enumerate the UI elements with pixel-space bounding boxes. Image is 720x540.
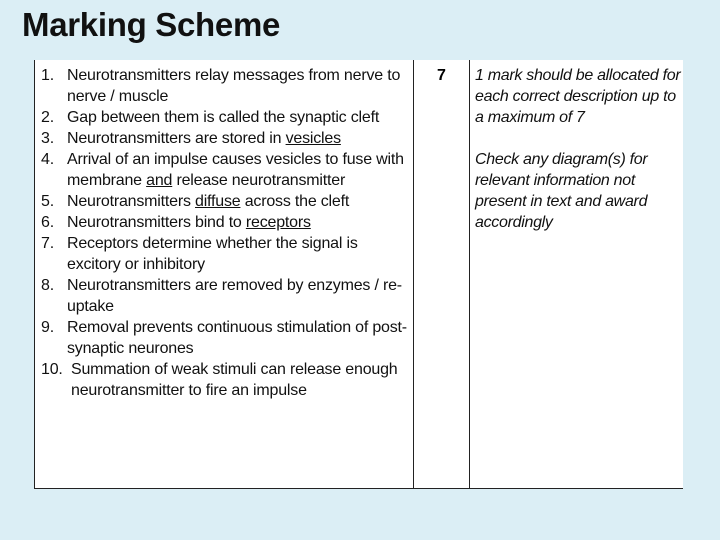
answer-number: 8. (41, 277, 54, 294)
answer-text: Receptors determine whether the signal is excitory or inhibitory (67, 235, 358, 273)
underlined-keyword: and (146, 172, 173, 189)
answer-number: 1. (41, 67, 54, 84)
guidance-note: 1 mark should be allocated for each correct description up to a maximum of 7 (475, 67, 681, 126)
marks-value: 7 (437, 67, 446, 84)
answers-column (35, 60, 414, 488)
answer-item (35, 128, 413, 149)
answer-item (35, 233, 413, 275)
answer-text: Removal prevents continuous stimulation of post-synaptic neurones (67, 319, 407, 357)
slide-title: Marking Scheme (22, 6, 281, 43)
answer-number: 2. (41, 109, 54, 126)
answer-text: Neurotransmitters relay messages from nerve to nerve / muscle (67, 67, 401, 105)
answer-item (35, 65, 413, 107)
answer-number: 6. (41, 214, 54, 231)
answer-text: Summation of weak stimuli can release enough neurotransmitter to fire an impulse (71, 361, 398, 399)
answer-number: 5. (41, 193, 54, 210)
answer-text: Gap between them is called the synaptic cleft (67, 109, 380, 126)
answer-number: 3. (41, 130, 54, 147)
answer-number: 7. (41, 235, 54, 252)
answer-item (35, 275, 413, 317)
answer-item (35, 359, 413, 401)
answer-item (35, 191, 413, 212)
answer-text: Arrival of an impulse causes vesicles to fuse with membrane (67, 151, 404, 189)
marks-column (414, 60, 470, 488)
answer-text: Neurotransmitters are removed by enzymes / re-uptake (67, 277, 402, 315)
answer-item (35, 317, 413, 359)
answer-item (35, 149, 413, 191)
answer-text: across the cleft (240, 193, 350, 210)
answer-number: 9. (41, 319, 54, 336)
answer-text: Neurotransmitters are stored in (67, 130, 286, 147)
answer-text: release neurotransmitter (172, 172, 346, 189)
underlined-keyword: diffuse (195, 193, 241, 210)
answer-text: Neurotransmitters bind to (67, 214, 246, 231)
guidance-column (471, 60, 683, 488)
answer-item (35, 107, 413, 128)
underlined-keyword: receptors (245, 214, 311, 231)
answer-number: 4. (41, 151, 54, 168)
underlined-keyword: vesicles (285, 130, 341, 147)
answer-item (35, 212, 413, 233)
answer-list (35, 60, 413, 401)
answer-text: Neurotransmitters (67, 193, 195, 210)
marking-scheme-table (34, 60, 683, 489)
answer-number: 10. (41, 361, 63, 378)
guidance-note: Check any diagram(s) for relevant information not present in text and award accordingly (475, 151, 648, 231)
